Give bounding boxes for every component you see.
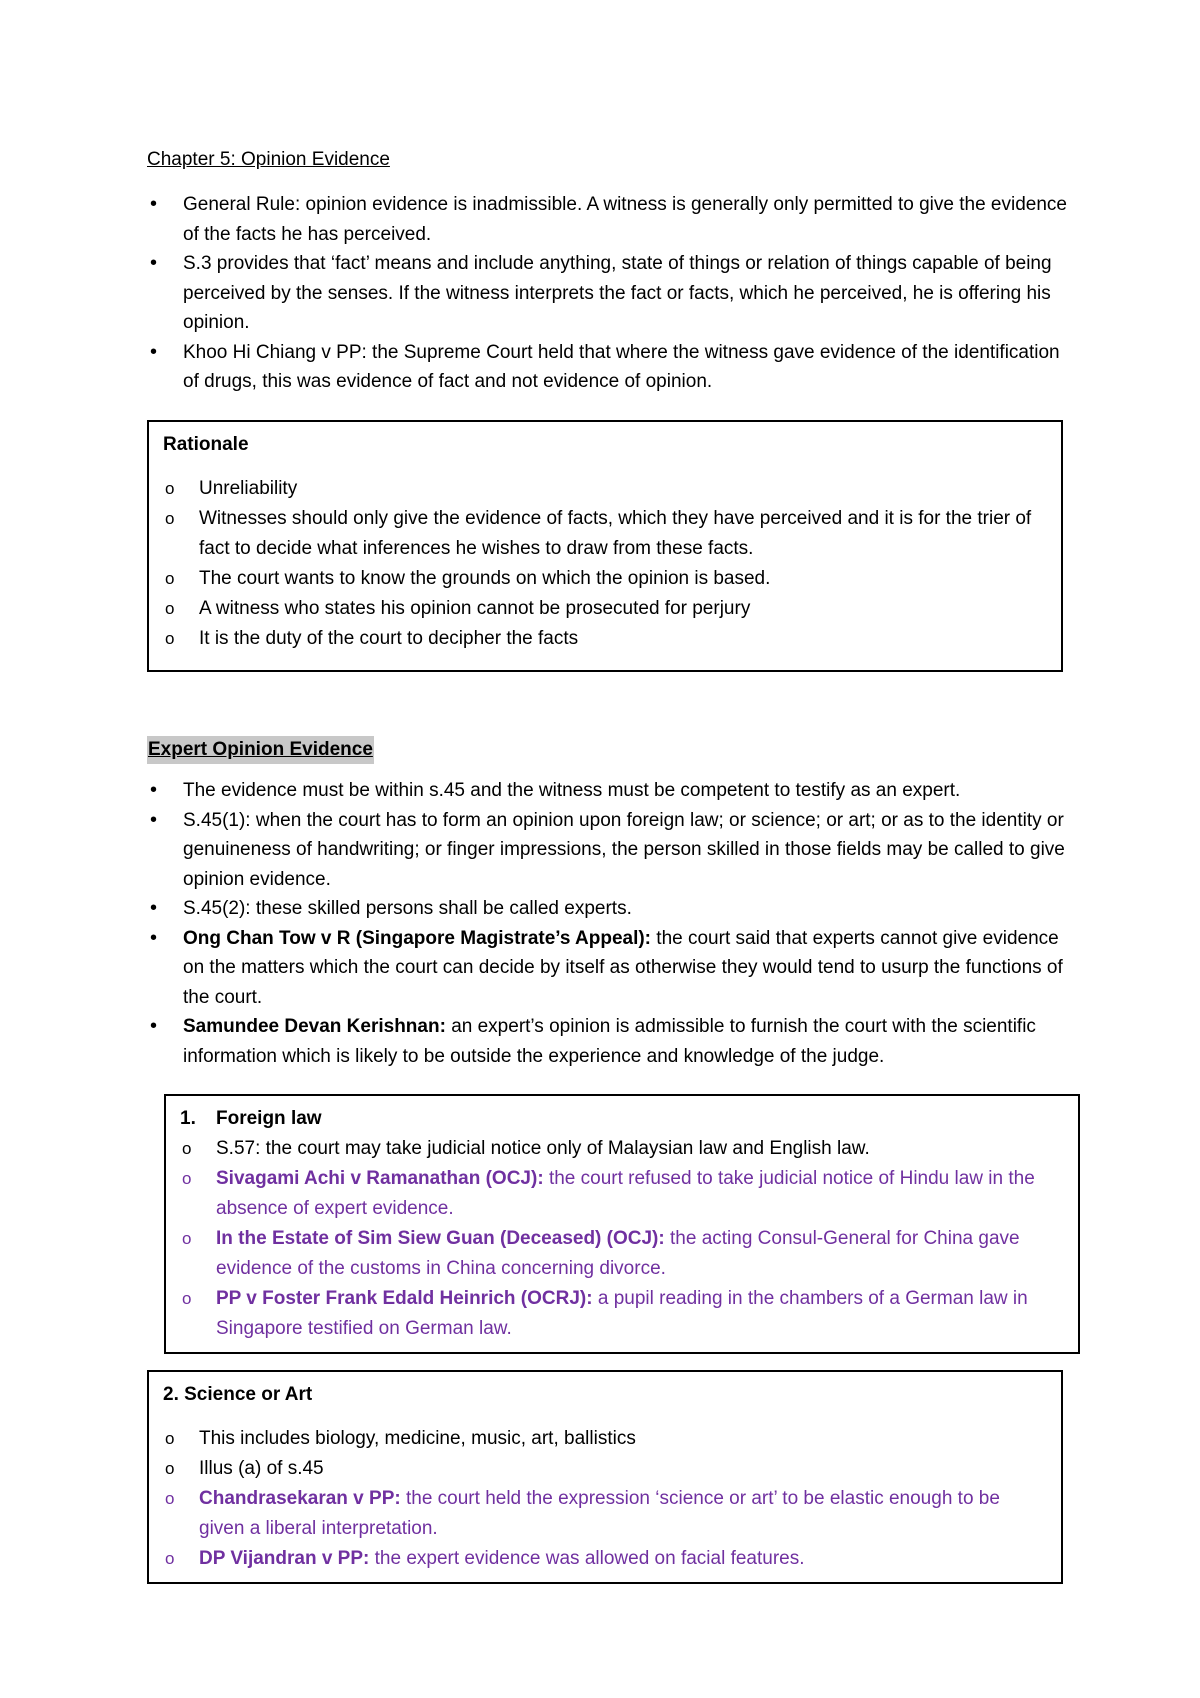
foreign-law-box	[164, 1094, 1080, 1354]
list-item: • General Rule: opinion evidence is inadmissible. A witness is generally only permitted to give the evidence of the facts he has perceived.	[147, 190, 1067, 249]
rationale-heading: Rationale	[163, 434, 249, 455]
science-art-heading: 2. Science or Art	[163, 1384, 313, 1405]
page-title: Chapter 5: Opinion Evidence	[147, 149, 390, 170]
list-item: o S.57: the court may take judicial notice only of Malaysian law and English law.	[180, 1134, 1064, 1164]
list-item: • Ong Chan Tow v R (Singapore Magistrate’s Appeal): the court said that experts cannot give evidence on the matters which the court can decide by itself as otherwise they would tend to usurp the functions of the court.	[147, 924, 1067, 1013]
list-item: • The evidence must be within s.45 and the witness must be competent to testify as an expert.	[147, 776, 1067, 806]
list-item: o A witness who states his opinion cannot be prosecuted for perjury	[163, 594, 1047, 624]
expert-section-heading: Expert Opinion Evidence	[147, 736, 374, 764]
list-item: o DP Vijandran v PP: the expert evidence was allowed on facial features.	[163, 1544, 1047, 1574]
foreign-law-heading: 1. Foreign law	[180, 1108, 322, 1129]
list-item: o The court wants to know the grounds on which the opinion is based.	[163, 564, 1047, 594]
list-item: • S.45(2): these skilled persons shall be called experts.	[147, 894, 1067, 924]
foreign-law-list	[180, 1134, 1064, 1344]
list-item: o PP v Foster Frank Edald Heinrich (OCRJ): a pupil reading in the chambers of a German law in Singapore testified on German law.	[180, 1284, 1064, 1344]
science-art-box	[147, 1370, 1063, 1584]
list-item: • Samundee Devan Kerishnan: an expert’s opinion is admissible to furnish the court with the scientific information which is likely to be outside the experience and knowledge of the judge.	[147, 1012, 1067, 1071]
list-item: • S.3 provides that ‘fact’ means and include anything, state of things or relation of things capable of being perceived by the senses. If the witness interprets the fact or facts, which he perceived, he is offering his opinion.	[147, 249, 1067, 338]
list-item: o Chandrasekaran v PP: the court held the expression ‘science or art’ to be elastic enough to be given a liberal interpretation.	[163, 1484, 1047, 1544]
list-item: o Sivagami Achi v Ramanathan (OCJ): the court refused to take judicial notice of Hindu law in the absence of expert evidence.	[180, 1164, 1064, 1224]
list-item: o This includes biology, medicine, music, art, ballistics	[163, 1424, 1047, 1454]
list-item: • Khoo Hi Chiang v PP: the Supreme Court held that where the witness gave evidence of the identification of drugs, this was evidence of fact and not evidence of opinion.	[147, 338, 1067, 397]
list-item: o Illus (a) of s.45	[163, 1454, 1047, 1484]
intro-bullet-list	[147, 190, 1067, 397]
rationale-list	[163, 474, 1047, 654]
list-item: o Witnesses should only give the evidence of facts, which they have perceived and it is for the trier of fact to decide what inferences he wishes to draw from these facts.	[163, 504, 1047, 564]
list-item: o Unreliability	[163, 474, 1047, 504]
science-art-list	[163, 1424, 1047, 1574]
rationale-box	[147, 420, 1063, 672]
list-item: • S.45(1): when the court has to form an opinion upon foreign law; or science; or art; or as to the identity or genuineness of handwriting; or finger impressions, the person skilled in those fields may be called to give opinion evidence.	[147, 806, 1067, 895]
list-item: o It is the duty of the court to decipher the facts	[163, 624, 1047, 654]
expert-bullet-list	[147, 776, 1067, 1071]
list-item: o In the Estate of Sim Siew Guan (Deceased) (OCJ): the acting Consul-General for China gave evidence of the customs in China concerning divorce.	[180, 1224, 1064, 1284]
